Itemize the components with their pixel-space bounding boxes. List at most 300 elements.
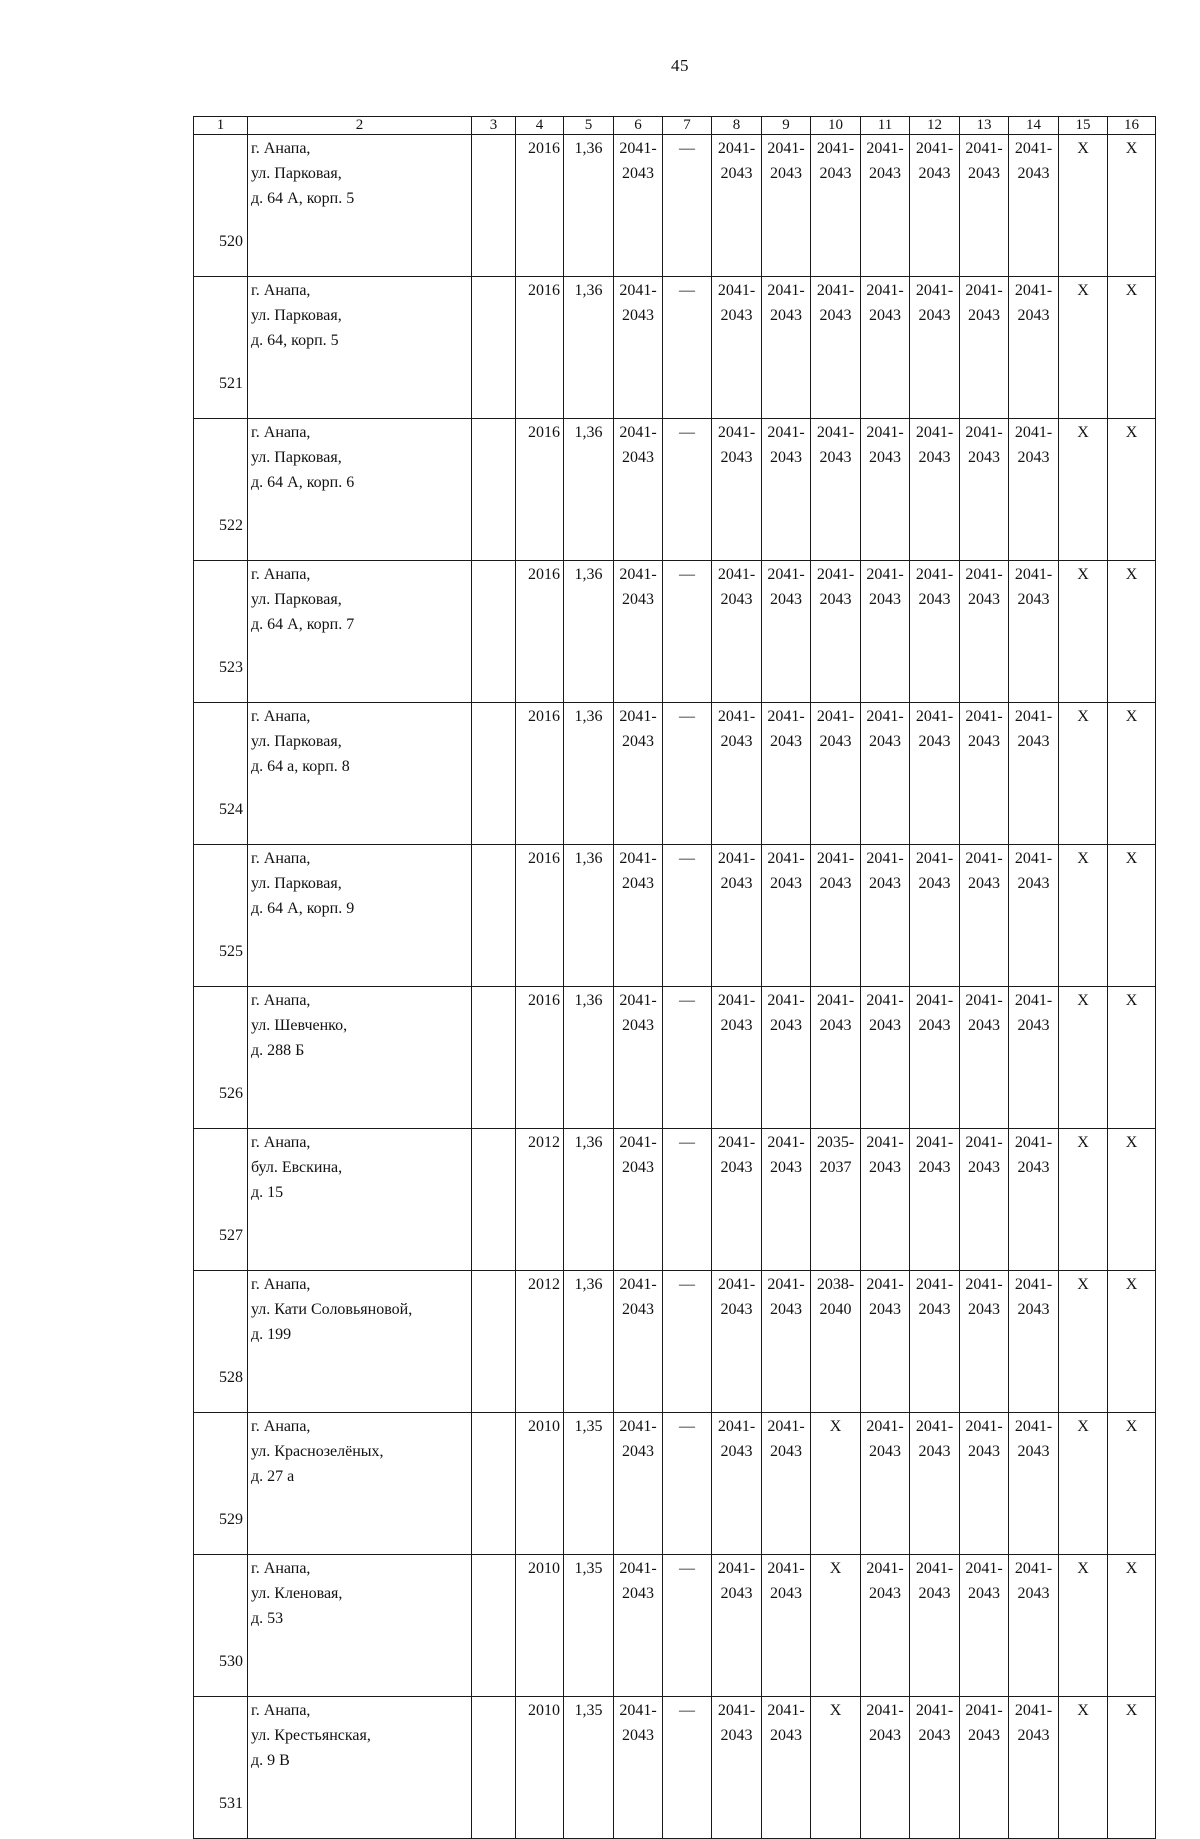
range-line: 2043: [720, 1727, 753, 1744]
address-line: д. 27 а: [251, 1468, 295, 1485]
address-line: д. 64 А, корп. 5: [251, 190, 355, 207]
range-line: 2035-: [816, 1134, 855, 1151]
range-line: 2041-: [1014, 282, 1053, 299]
range-line: 2043: [869, 165, 901, 182]
col7-dash: —: [663, 277, 712, 419]
address-line: д. 288 Б: [251, 1042, 305, 1059]
column-number-header: 14: [1009, 117, 1059, 135]
col12-range: [910, 277, 960, 419]
range-line: 2043: [1017, 591, 1050, 608]
col3-cell: [472, 845, 516, 987]
range-line: 2043: [622, 1159, 654, 1176]
coefficient-cell: 1,36: [564, 561, 614, 703]
range-line: 2043: [1017, 733, 1050, 750]
col8-range: [712, 1697, 762, 1839]
address-line: г. Анапа,: [251, 708, 311, 725]
range-line: 2043: [1017, 1159, 1050, 1176]
col13-range: [960, 703, 1009, 845]
address-line: ул. Кати Соловьяновой,: [251, 1301, 413, 1318]
range-line: 2041-: [915, 1134, 954, 1151]
col14-range: [1009, 1129, 1059, 1271]
range-line: 2043: [622, 449, 654, 466]
col3-cell: [472, 1129, 516, 1271]
col14-range: [1009, 987, 1059, 1129]
table-row: [194, 1697, 1156, 1839]
range-line: 2043: [720, 1301, 753, 1318]
range-line: 2043: [770, 307, 802, 324]
col3-cell: [472, 1555, 516, 1697]
col14-range: [1009, 277, 1059, 419]
col16-mark: X: [1108, 561, 1156, 703]
address-line: г. Анапа,: [251, 992, 311, 1009]
range-line: 2041-: [717, 1276, 756, 1293]
range-line: 2041-: [717, 1560, 756, 1577]
col16-mark: X: [1108, 845, 1156, 987]
range-line: 2043: [770, 1301, 802, 1318]
col7-dash: —: [663, 135, 712, 277]
range-line: 2043: [720, 1159, 753, 1176]
range-line: 2041-: [866, 1134, 904, 1151]
range-line: 2043: [869, 449, 901, 466]
column-number-header: 9: [762, 117, 811, 135]
range-line: 2041-: [965, 850, 1003, 867]
col6-range: [614, 845, 663, 987]
col16-mark: X: [1108, 1555, 1156, 1697]
col7-dash: —: [663, 419, 712, 561]
range-line: 2043: [918, 1159, 951, 1176]
col13-range: [960, 845, 1009, 987]
range-line: 2041-: [1014, 1418, 1053, 1435]
range-line: 2043: [968, 1585, 1000, 1602]
range-line: 2043: [869, 307, 901, 324]
range-line: 2041-: [1014, 1276, 1053, 1293]
address-line: д. 53: [251, 1610, 284, 1627]
range-line: 2043: [622, 1017, 654, 1034]
col13-range: [960, 1129, 1009, 1271]
range-line: 2043: [819, 1017, 852, 1034]
col11-range: [861, 987, 910, 1129]
range-line: 2041-: [717, 140, 756, 157]
col9-range: [762, 1271, 811, 1413]
range-line: 2043: [770, 1585, 802, 1602]
coefficient-cell: 1,36: [564, 1271, 614, 1413]
range-line: 2041-: [1014, 992, 1053, 1009]
address-line: д. 15: [251, 1184, 284, 1201]
col11-range: [861, 1271, 910, 1413]
col10-range: [811, 419, 861, 561]
range-line: 2043: [918, 1443, 951, 1460]
col7-dash: —: [663, 1697, 712, 1839]
range-line: 2041-: [717, 708, 756, 725]
col12-range: [910, 1697, 960, 1839]
col10-range: [811, 1697, 861, 1839]
range-line: 2041-: [717, 850, 756, 867]
range-line: 2040: [819, 1301, 852, 1318]
row-number: 529: [194, 1413, 248, 1555]
col15-mark: X: [1059, 1413, 1108, 1555]
range-line: 2043: [869, 1585, 901, 1602]
range-line: 2041-: [866, 708, 904, 725]
range-line: 2041-: [915, 992, 954, 1009]
row-number: 528: [194, 1271, 248, 1413]
col12-range: [910, 419, 960, 561]
address-line: ул. Парковая,: [251, 449, 342, 466]
range-line: 2041-: [915, 424, 954, 441]
range-line: 2043: [968, 733, 1000, 750]
range-line: 2043: [918, 875, 951, 892]
col13-range: [960, 135, 1009, 277]
range-line: 2041-: [767, 992, 805, 1009]
col10-range: [811, 135, 861, 277]
col8-range: [712, 1271, 762, 1413]
address-cell: [248, 987, 472, 1129]
address-line: ул. Парковая,: [251, 307, 342, 324]
col12-range: [910, 1555, 960, 1697]
range-line: 2043: [1017, 1301, 1050, 1318]
coefficient-cell: 1,36: [564, 845, 614, 987]
col15-mark: X: [1059, 845, 1108, 987]
address-line: д. 64 а, корп. 8: [251, 758, 350, 775]
range-line: 2041-: [767, 1418, 805, 1435]
range-line: X: [829, 1418, 842, 1435]
col16-mark: X: [1108, 135, 1156, 277]
range-line: 2041-: [915, 1560, 954, 1577]
range-line: 2043: [720, 1585, 753, 1602]
col10-range: [811, 1555, 861, 1697]
col9-range: [762, 1129, 811, 1271]
col9-range: [762, 987, 811, 1129]
range-line: 2043: [622, 307, 654, 324]
range-line: 2043: [720, 875, 753, 892]
range-line: 2041-: [965, 992, 1003, 1009]
column-number-header: 3: [472, 117, 516, 135]
address-line: ул. Парковая,: [251, 733, 342, 750]
col6-range: [614, 419, 663, 561]
col12-range: [910, 1129, 960, 1271]
col15-mark: X: [1059, 987, 1108, 1129]
col10-range: [811, 1129, 861, 1271]
col10-range: [811, 987, 861, 1129]
address-line: г. Анапа,: [251, 1276, 311, 1293]
col6-range: [614, 703, 663, 845]
col15-mark: X: [1059, 561, 1108, 703]
row-number: 531: [194, 1697, 248, 1839]
column-number-header: 10: [811, 117, 861, 135]
range-line: 2041-: [717, 1134, 756, 1151]
col9-range: [762, 1697, 811, 1839]
range-line: 2041-: [619, 708, 657, 725]
col6-range: [614, 1697, 663, 1839]
col6-range: [614, 1555, 663, 1697]
col11-range: [861, 1413, 910, 1555]
column-number-header: 11: [861, 117, 910, 135]
range-line: 2043: [819, 591, 852, 608]
range-line: 2043: [918, 307, 951, 324]
column-number-header: 7: [663, 117, 712, 135]
range-line: 2043: [918, 1301, 951, 1318]
table-row: [194, 1129, 1156, 1271]
address-cell: [248, 1697, 472, 1839]
col9-range: [762, 135, 811, 277]
year-cell: 2010: [516, 1413, 564, 1555]
coefficient-cell: 1,35: [564, 1413, 614, 1555]
range-line: 2041-: [767, 850, 805, 867]
address-line: бул. Евскина,: [251, 1159, 343, 1176]
address-cell: [248, 135, 472, 277]
address-line: д. 64, корп. 5: [251, 332, 339, 349]
range-line: 2043: [968, 1301, 1000, 1318]
year-cell: 2016: [516, 277, 564, 419]
row-number: 530: [194, 1555, 248, 1697]
column-number-header: 15: [1059, 117, 1108, 135]
range-line: 2043: [918, 591, 951, 608]
range-line: 2043: [968, 591, 1000, 608]
col12-range: [910, 1271, 960, 1413]
address-cell: [248, 1413, 472, 1555]
table-row: [194, 1413, 1156, 1555]
page-number: 45: [671, 56, 689, 75]
range-line: 2043: [968, 1159, 1000, 1176]
col7-dash: —: [663, 703, 712, 845]
range-line: 2041-: [767, 566, 805, 583]
range-line: 2041-: [619, 424, 657, 441]
address-cell: [248, 561, 472, 703]
address-line: г. Анапа,: [251, 1560, 311, 1577]
range-line: 2041-: [915, 1276, 954, 1293]
col16-mark: X: [1108, 987, 1156, 1129]
address-cell: [248, 703, 472, 845]
col6-range: [614, 561, 663, 703]
range-line: 2041-: [866, 424, 904, 441]
range-line: 2041-: [619, 282, 657, 299]
address-line: ул. Парковая,: [251, 165, 342, 182]
range-line: 2041-: [965, 1134, 1003, 1151]
col11-range: [861, 1129, 910, 1271]
col13-range: [960, 1697, 1009, 1839]
col13-range: [960, 1555, 1009, 1697]
range-line: 2043: [770, 1727, 802, 1744]
range-line: 2041-: [965, 140, 1003, 157]
range-line: 2043: [819, 875, 852, 892]
range-line: 2041-: [767, 1276, 805, 1293]
column-number-header: 1: [194, 117, 248, 135]
range-line: 2041-: [1014, 1134, 1053, 1151]
col16-mark: X: [1108, 1271, 1156, 1413]
range-line: 2041-: [965, 708, 1003, 725]
range-line: 2043: [819, 165, 852, 182]
range-line: 2043: [720, 165, 753, 182]
range-line: 2043: [968, 449, 1000, 466]
col7-dash: —: [663, 561, 712, 703]
range-line: 2043: [1017, 165, 1050, 182]
col8-range: [712, 561, 762, 703]
col8-range: [712, 987, 762, 1129]
range-line: 2041-: [816, 708, 855, 725]
range-line: 2041-: [866, 1560, 904, 1577]
col3-cell: [472, 987, 516, 1129]
col7-dash: —: [663, 987, 712, 1129]
range-line: 2041-: [866, 140, 904, 157]
col3-cell: [472, 277, 516, 419]
col7-dash: —: [663, 1413, 712, 1555]
address-line: ул. Парковая,: [251, 875, 342, 892]
col13-range: [960, 1413, 1009, 1555]
address-line: ул. Кленовая,: [251, 1585, 343, 1602]
column-number-header: 6: [614, 117, 663, 135]
table-row: [194, 135, 1156, 277]
address-cell: [248, 277, 472, 419]
col13-range: [960, 1271, 1009, 1413]
col11-range: [861, 419, 910, 561]
table-row: [194, 561, 1156, 703]
col14-range: [1009, 419, 1059, 561]
col12-range: [910, 561, 960, 703]
col8-range: [712, 135, 762, 277]
address-line: г. Анапа,: [251, 282, 311, 299]
col8-range: [712, 1129, 762, 1271]
col9-range: [762, 1413, 811, 1555]
col9-range: [762, 419, 811, 561]
range-line: 2043: [1017, 307, 1050, 324]
range-line: 2043: [1017, 1017, 1050, 1034]
year-cell: 2016: [516, 987, 564, 1129]
range-line: 2041-: [866, 566, 904, 583]
range-line: 2041-: [1014, 850, 1053, 867]
range-line: 2041-: [816, 566, 855, 583]
col16-mark: X: [1108, 703, 1156, 845]
range-line: 2043: [968, 1727, 1000, 1744]
coefficient-cell: 1,36: [564, 703, 614, 845]
table-row: [194, 987, 1156, 1129]
range-line: 2043: [770, 733, 802, 750]
year-cell: 2012: [516, 1271, 564, 1413]
address-line: ул. Краснозелёных,: [251, 1443, 384, 1460]
range-line: 2041-: [816, 992, 855, 1009]
col8-range: [712, 703, 762, 845]
range-line: 2041-: [965, 282, 1003, 299]
col11-range: [861, 561, 910, 703]
range-line: 2043: [622, 1585, 654, 1602]
range-line: 2041-: [915, 282, 954, 299]
range-line: 2043: [1017, 1727, 1050, 1744]
address-line: г. Анапа,: [251, 1702, 311, 1719]
range-line: 2041-: [965, 1418, 1003, 1435]
range-line: 2043: [622, 875, 654, 892]
row-number: 524: [194, 703, 248, 845]
range-line: 2043: [918, 165, 951, 182]
col6-range: [614, 987, 663, 1129]
col14-range: [1009, 1697, 1059, 1839]
column-number-header: 12: [910, 117, 960, 135]
col6-range: [614, 1129, 663, 1271]
year-cell: 2010: [516, 1555, 564, 1697]
range-line: 2043: [770, 875, 802, 892]
year-cell: 2016: [516, 561, 564, 703]
range-line: 2043: [819, 449, 852, 466]
col11-range: [861, 1555, 910, 1697]
year-cell: 2016: [516, 845, 564, 987]
col7-dash: —: [663, 845, 712, 987]
col7-dash: —: [663, 1271, 712, 1413]
range-line: 2043: [918, 1585, 951, 1602]
range-line: 2041-: [619, 850, 657, 867]
col12-range: [910, 1413, 960, 1555]
col14-range: [1009, 1271, 1059, 1413]
range-line: 2041-: [965, 1702, 1003, 1719]
range-line: 2041-: [619, 992, 657, 1009]
col16-mark: X: [1108, 1697, 1156, 1839]
range-line: 2043: [1017, 449, 1050, 466]
col8-range: [712, 845, 762, 987]
address-line: д. 9 В: [251, 1752, 290, 1769]
col11-range: [861, 703, 910, 845]
col13-range: [960, 987, 1009, 1129]
range-line: 2043: [720, 307, 753, 324]
range-line: 2037: [819, 1159, 852, 1176]
col14-range: [1009, 135, 1059, 277]
col10-range: [811, 703, 861, 845]
range-line: 2041-: [717, 1702, 756, 1719]
col11-range: [861, 1697, 910, 1839]
col9-range: [762, 845, 811, 987]
address-line: г. Анапа,: [251, 566, 311, 583]
col10-range: [811, 845, 861, 987]
col3-cell: [472, 561, 516, 703]
year-cell: 2016: [516, 135, 564, 277]
range-line: 2041-: [767, 1702, 805, 1719]
range-line: 2043: [869, 1727, 901, 1744]
row-number: 526: [194, 987, 248, 1129]
coefficient-cell: 1,36: [564, 135, 614, 277]
range-line: 2043: [770, 165, 802, 182]
range-line: 2043: [622, 1727, 654, 1744]
coefficient-cell: 1,35: [564, 1555, 614, 1697]
col12-range: [910, 135, 960, 277]
col12-range: [910, 703, 960, 845]
col13-range: [960, 277, 1009, 419]
range-line: 2041-: [1014, 708, 1053, 725]
range-line: 2041-: [1014, 566, 1053, 583]
range-line: 2041-: [619, 1134, 657, 1151]
address-line: ул. Крестьянская,: [251, 1727, 371, 1744]
col11-range: [861, 135, 910, 277]
range-line: 2041-: [1014, 1702, 1053, 1719]
year-cell: 2010: [516, 1697, 564, 1839]
address-cell: [248, 1129, 472, 1271]
range-line: 2043: [770, 1017, 802, 1034]
range-line: 2041-: [965, 1560, 1003, 1577]
col9-range: [762, 1555, 811, 1697]
range-line: 2043: [622, 165, 654, 182]
col9-range: [762, 703, 811, 845]
year-cell: 2016: [516, 703, 564, 845]
table-row: [194, 419, 1156, 561]
range-line: 2041-: [915, 708, 954, 725]
col3-cell: [472, 703, 516, 845]
col11-range: [861, 845, 910, 987]
col9-range: [762, 277, 811, 419]
range-line: 2043: [819, 733, 852, 750]
address-line: г. Анапа,: [251, 1134, 311, 1151]
column-number-header: 5: [564, 117, 614, 135]
table-row: [194, 277, 1156, 419]
col16-mark: X: [1108, 1413, 1156, 1555]
address-line: г. Анапа,: [251, 1418, 311, 1435]
range-line: 2041-: [915, 850, 954, 867]
range-line: X: [829, 1702, 842, 1719]
range-line: 2043: [918, 449, 951, 466]
col7-dash: —: [663, 1129, 712, 1271]
